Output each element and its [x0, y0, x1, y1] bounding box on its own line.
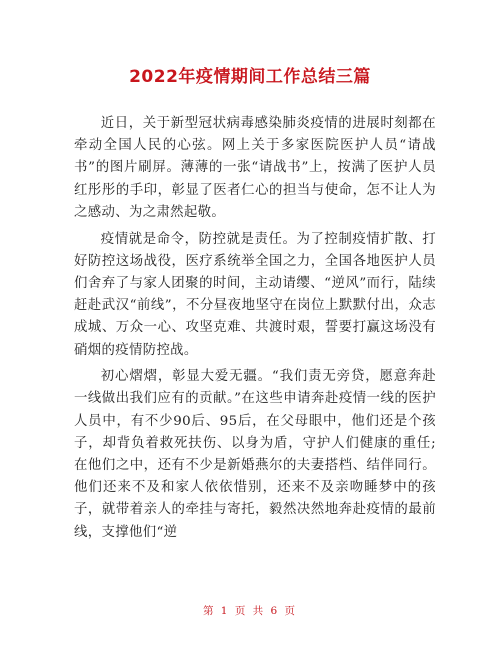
paragraph-1: 近日，关于新型冠状病毒感染肺炎疫情的进展时刻都在牵动全国人民的心弦。网上关于多家医院医护人员“请战书”的图片刷屏。薄薄的一张“请战书”上，按满了医护人员红彤彤的手印，彰显了医者仁心的担当与使命，怎不让人为之感动、为之肃然起敬。	[74, 116, 436, 220]
document-title: 2022年疫情期间工作总结三篇	[129, 67, 371, 87]
document-body	[74, 113, 436, 548]
paragraph-3: 初心熠熠，彰显大爱无疆。“我们责无旁贷，愿意奔赴一线做出我们应有的贡献。”在这些申请奔赴疫情一线的医护人员中，有不少90后、95后，在父母眼中，他们还是个孩子，却背负着救死扶伤、以身为盾，守护人们健康的重任;在他们之中，还有不少是新婚燕尔的夫妻搭档、结伴同行。他们还来不及和家人依依惜别，还来不及亲吻睡梦中的孩子，就带着亲人的牵挂与寄托，毅然决然地奔赴疫情的最前线，支撑他们“逆	[74, 369, 436, 540]
paragraph-2: 疫情就是命令，防控就是责任。为了控制疫情扩散、打好防控这场战役，医疗系统举全国之力，全国各地医护人员们舍弃了与家人团聚的时间，主动请缨、“逆风”而行，陆续赶赴武汉“前线”，不分昼夜地坚守在岗位上默默付出，众志成城、万众一心、攻坚克难、共渡时艰，誓要打赢这场没有硝烟的疫情防控战。	[74, 231, 436, 358]
page-number-footer: 第 1 页 共 6 页	[202, 605, 298, 617]
